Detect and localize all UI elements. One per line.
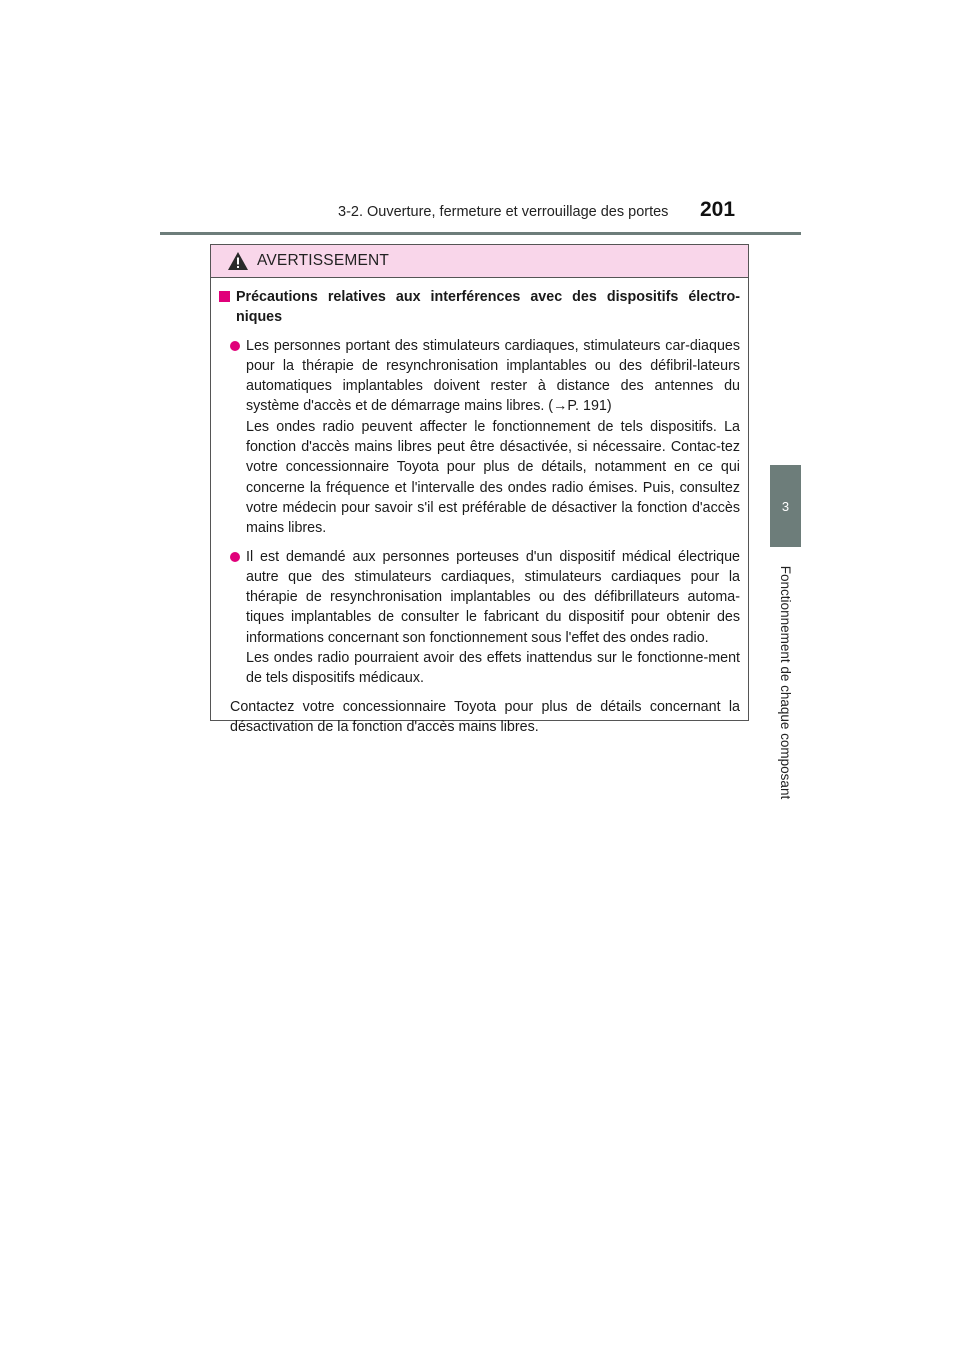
warning-heading-text: Précautions relatives aux interférences avec des dispositifs électro-niques [236,289,740,326]
round-bullet-icon [230,552,240,562]
chapter-title-text: Fonctionnement de chaque composant [778,565,793,799]
chapter-title-vertical [770,552,801,812]
bullet-content [246,547,740,689]
closing-note: Contactez votre concessionnaire Toyota pour plus de détails concernant la désactivation de la fonction d'accès mains libres. [230,698,740,735]
chapter-number: 3 [781,498,790,514]
warning-title: AVERTISSEMENT [257,252,390,269]
warning-triangle-icon [227,251,249,271]
chapter-tab[interactable] [770,465,801,547]
list-item [219,547,740,689]
bullet-paragraph: Il est demandé aux personnes porteuses d'un dispositif médical électrique autre que des stimulateurs cardiaques, stimulateurs cardiaques pour la thérapie de resynchronisation implantables ou des défibrillateurs automa-tiques implantables de consulter le fabricant du dispositif pour obtenir des informations concernant son fonctionnement sous l'effet des ondes radio. [246,548,740,646]
header-section-title: 3-2. Ouverture, fermeture et verrouillage des portes [338,204,669,220]
warning-header [211,245,748,278]
header-rule [160,232,801,235]
warning-body [211,278,748,737]
bullet-paragraph: Les personnes portant des stimulateurs cardiaques, stimulateurs car-diaques pour la thérapie de resynchronisation implantables ou des défibril-lateurs automatiques implantables doivent rester à distance des antennes du système d'accès et de démarrage mains libres. (→P. 191) [246,337,740,415]
warning-box [210,244,749,735]
bullet-paragraph: Les ondes radio pourraient avoir des effets inattendus sur le fonctionne-ment de tels dispositifs médicaux. [246,650,740,687]
bullet-paragraph: Les ondes radio peuvent affecter le fonctionnement de tels dispositifs. La fonction d'accès mains libres peut être désactivée, si nécessaire. Contac-tez votre concessionnaire Toyota pour plus de détails, notamment en ce qui concerne la fréquence et l'intervalle des ondes radio émises. Puis, consultez votre médecin pour savoir s'il est préférable de désactiver la fonction d'accès mains libres. [246,418,740,537]
bullet-content [246,336,740,539]
warning-heading [219,287,740,328]
square-bullet-icon [219,291,230,302]
page-number: 201 [700,198,736,221]
list-item [219,336,740,539]
round-bullet-icon [230,341,240,351]
